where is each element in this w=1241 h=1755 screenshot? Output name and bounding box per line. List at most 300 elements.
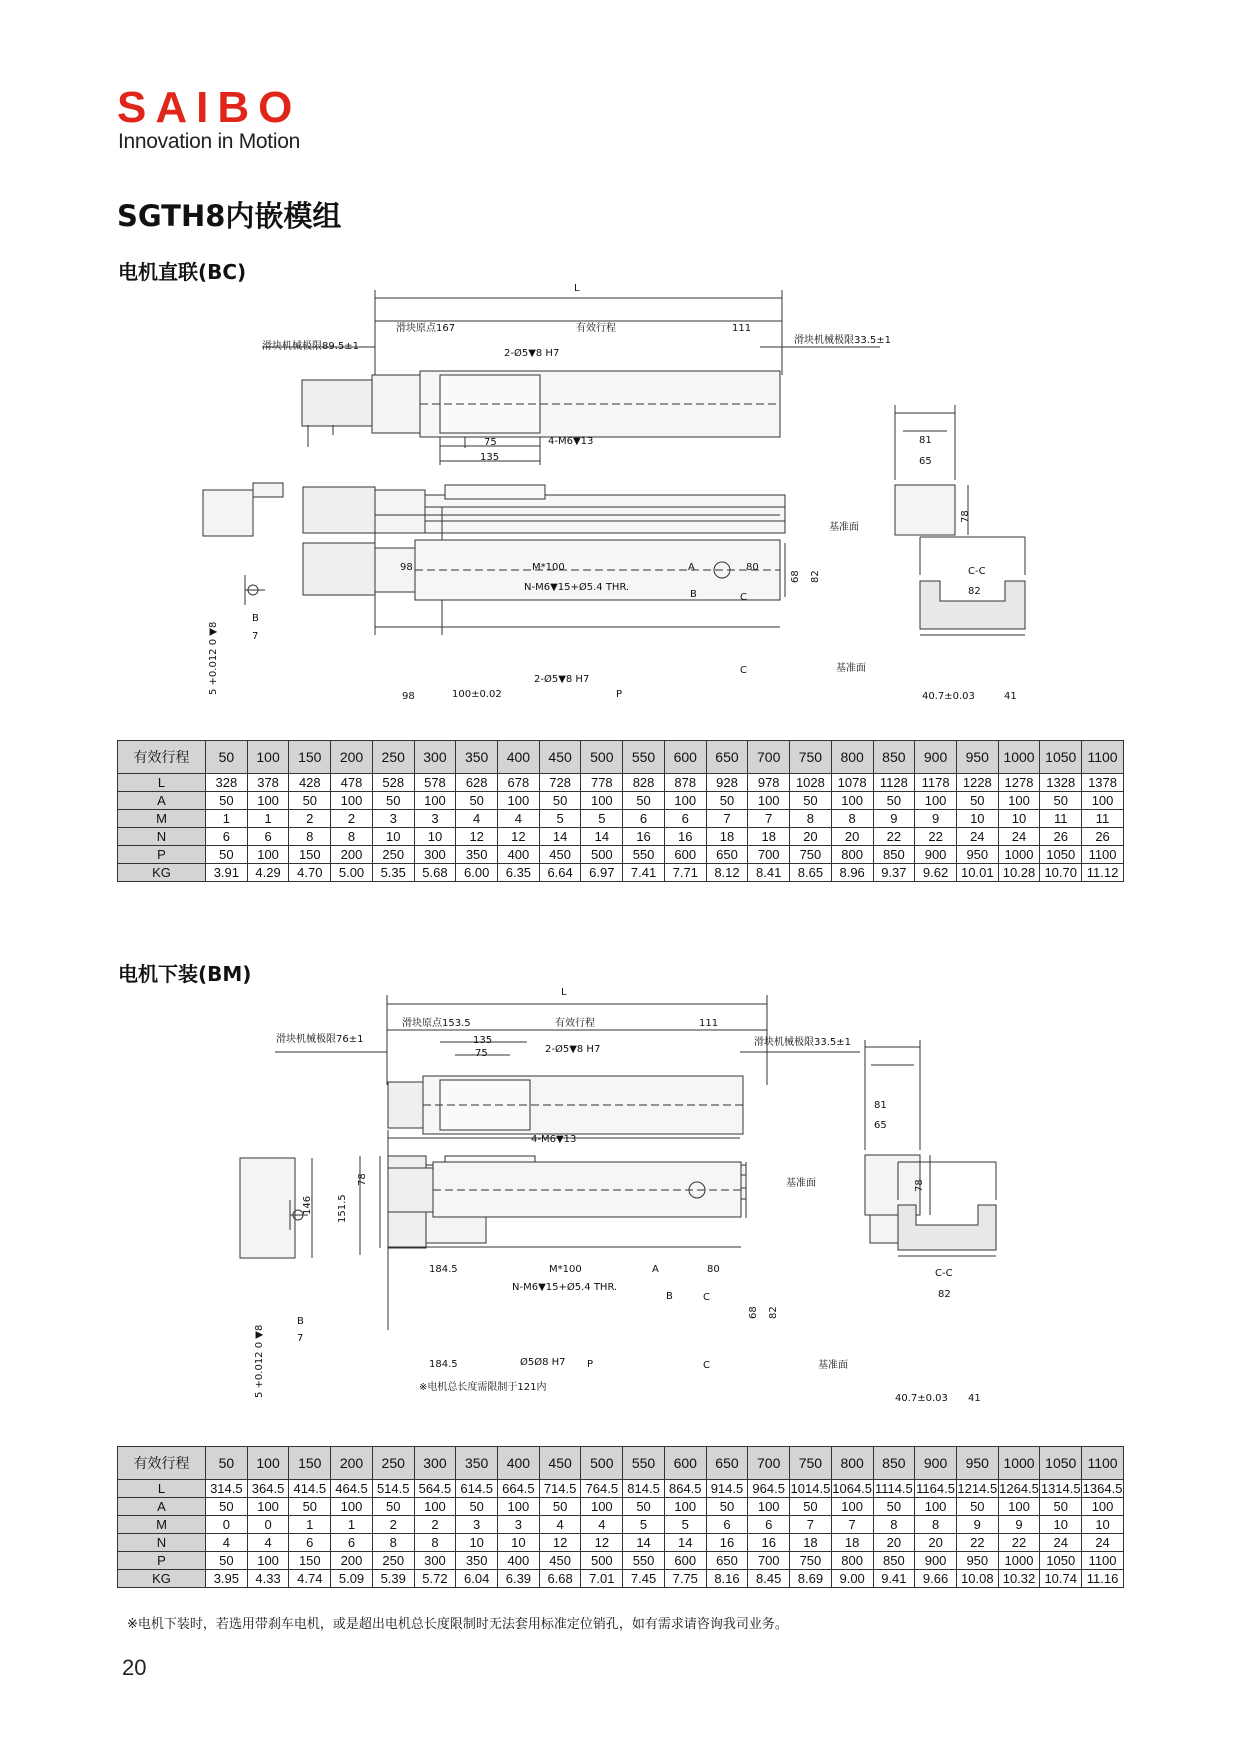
table-cell: 1228 — [956, 774, 998, 792]
table-row-label: KG — [118, 864, 206, 882]
table-cell: 5 — [539, 810, 581, 828]
table-cell: 4 — [247, 1534, 289, 1552]
table-cell: 8 — [414, 1534, 456, 1552]
table-cell: 7.41 — [623, 864, 665, 882]
table-header-cell: 750 — [790, 741, 832, 774]
table-cell: 10 — [498, 1534, 540, 1552]
table-cell: 928 — [706, 774, 748, 792]
table-cell: 26 — [1040, 828, 1082, 846]
table-header-cell: 900 — [915, 741, 957, 774]
table-cell: 4 — [456, 810, 498, 828]
table-cell: 978 — [748, 774, 790, 792]
table-cell: 728 — [539, 774, 581, 792]
table-cell: 8.69 — [790, 1570, 832, 1588]
table-cell: 24 — [956, 828, 998, 846]
table-cell: 764.5 — [581, 1480, 623, 1498]
table-cell: 364.5 — [247, 1480, 289, 1498]
table-header-cell: 450 — [539, 1447, 581, 1480]
table-cell: 100 — [414, 1498, 456, 1516]
bm-label-nm6: N-M6▼15+Ø5.4 THR. — [512, 1282, 618, 1293]
table-cell: 1 — [206, 810, 248, 828]
table-row — [118, 1570, 1124, 1588]
table-cell: 6 — [706, 1516, 748, 1534]
table-cell: 6.04 — [456, 1570, 498, 1588]
table-header-cell: 100 — [247, 741, 289, 774]
table-header-cell: 200 — [331, 741, 373, 774]
table-cell: 400 — [498, 846, 540, 864]
table-cell: 1000 — [998, 846, 1040, 864]
bc-dim-98-bottom: 98 — [402, 691, 415, 702]
table-cell: 10 — [998, 810, 1040, 828]
table-cell: 3 — [372, 810, 414, 828]
brand-tagline: Innovation in Motion — [118, 130, 300, 153]
table-cell: 500 — [581, 846, 623, 864]
table-cell: 9.37 — [873, 864, 915, 882]
table-cell: 9.66 — [915, 1570, 957, 1588]
table-cell: 10.01 — [956, 864, 998, 882]
table-header-cell: 1000 — [998, 1447, 1040, 1480]
table-cell: 1 — [331, 1516, 373, 1534]
table-cell: 450 — [539, 1552, 581, 1570]
table-cell: 1078 — [831, 774, 873, 792]
table-header-cell: 600 — [664, 741, 706, 774]
table-cell: 1064.5 — [832, 1481, 873, 1496]
table-cell: 1050 — [1040, 846, 1082, 864]
table-header-cell: 200 — [331, 1447, 373, 1480]
bm-label-datum-1: 基准面 — [786, 1178, 816, 1189]
table-cell: 2 — [331, 810, 373, 828]
table-cell: 250 — [372, 1552, 414, 1570]
table-header-cell: 300 — [414, 741, 456, 774]
table-row — [118, 1498, 1124, 1516]
table-cell: 10 — [1040, 1516, 1082, 1534]
bc-label-hole-bottom: 2-Ø5▼8 H7 — [534, 674, 590, 685]
table-header-cell: 700 — [748, 1447, 790, 1480]
bm-dim-135: 135 — [473, 1035, 493, 1046]
table-cell: 500 — [581, 1552, 623, 1570]
table-cell: 11.16 — [1082, 1570, 1124, 1588]
table-header-cell: 800 — [831, 1447, 873, 1480]
table-header-cell: 50 — [206, 1447, 248, 1480]
table-header-cell: 1100 — [1082, 1447, 1124, 1480]
table-cell: 950 — [956, 1552, 998, 1570]
table-cell: 50 — [956, 792, 998, 810]
table-cell: 12 — [539, 1534, 581, 1552]
table-cell: 1278 — [998, 774, 1040, 792]
bc-drawing-lines — [0, 285, 1241, 720]
table-cell: 16 — [748, 1534, 790, 1552]
bm-dim-78-side: 78 — [357, 1173, 368, 1186]
table-cell: 750 — [790, 1552, 832, 1570]
table-cell: 16 — [706, 1534, 748, 1552]
table-cell: 464.5 — [331, 1480, 373, 1498]
table-cell: 50 — [289, 1498, 331, 1516]
bc-dim-L: L — [574, 283, 580, 294]
bm-label-datum-2: 基准面 — [818, 1360, 848, 1371]
bc-dim-98-top: 98 — [400, 562, 413, 573]
bc-dim-111: 111 — [732, 323, 752, 334]
page-title: SGTH8内嵌模组 — [117, 199, 342, 233]
table-header-cell: 1000 — [998, 741, 1040, 774]
table-header-cell: 1100 — [1082, 741, 1124, 774]
table-header-cell: 500 — [581, 741, 623, 774]
table-header-cell: 1050 — [1040, 1447, 1082, 1480]
bc-label-B-2: B — [252, 613, 259, 624]
bc-label-limit-left: 滑块机械极限89.5±1 — [262, 341, 360, 352]
table-cell: 50 — [706, 792, 748, 810]
bc-dim-m100: M*100 — [532, 562, 565, 573]
table-cell: 100 — [1082, 1498, 1124, 1516]
table-cell: 100 — [498, 792, 540, 810]
table-cell: 600 — [664, 846, 706, 864]
bc-label-C-1: C — [740, 592, 747, 603]
table-cell: 20 — [790, 828, 832, 846]
table-cell: 100 — [331, 792, 373, 810]
bm-dim-P: P — [587, 1359, 594, 1370]
table-cell: 628 — [456, 774, 498, 792]
bc-label-datum-2: 基准面 — [836, 663, 866, 674]
table-cell: 528 — [372, 774, 414, 792]
table-cell: 20 — [915, 1534, 957, 1552]
table-row — [118, 774, 1124, 792]
bm-dim-78-right: 78 — [914, 1179, 925, 1192]
table-cell: 5 — [664, 1516, 706, 1534]
table-header-cell: 600 — [664, 1447, 706, 1480]
table-header-cell: 800 — [831, 741, 873, 774]
table-cell: 3 — [456, 1516, 498, 1534]
table-cell: 10 — [1082, 1516, 1124, 1534]
table-cell: 878 — [664, 774, 706, 792]
table-cell: 6 — [247, 828, 289, 846]
table-cell: 1128 — [873, 774, 915, 792]
table-cell: 14 — [664, 1534, 706, 1552]
table-row — [118, 828, 1124, 846]
bc-label-nm6: N-M6▼15+Ø5.4 THR. — [524, 582, 630, 593]
table-header-label: 有效行程 — [118, 1447, 206, 1480]
bc-dim-82: 82 — [968, 586, 981, 597]
table-cell: 6 — [748, 1516, 790, 1534]
table-header-cell: 450 — [539, 741, 581, 774]
table-cell: 11.12 — [1082, 864, 1124, 882]
bc-technical-drawing — [0, 285, 1241, 720]
table-cell: 7 — [790, 1516, 832, 1534]
table-cell: 7.01 — [581, 1570, 623, 1588]
table-row — [118, 810, 1124, 828]
table-header-cell: 150 — [289, 741, 331, 774]
table-header-cell: 400 — [498, 741, 540, 774]
table-cell: 2 — [372, 1516, 414, 1534]
table-cell: 8 — [831, 810, 873, 828]
bm-label-hole-top: 2-Ø5▼8 H7 — [545, 1044, 601, 1055]
table-cell: 100 — [664, 1498, 706, 1516]
table-cell: 400 — [498, 1552, 540, 1570]
table-cell: 350 — [456, 846, 498, 864]
table-row — [118, 1516, 1124, 1534]
table-cell: 800 — [831, 846, 873, 864]
table-cell: 9.41 — [873, 1570, 915, 1588]
bc-dim-41: 41 — [1004, 691, 1017, 702]
table-cell: 564.5 — [414, 1480, 456, 1498]
table-header-cell: 250 — [372, 741, 414, 774]
table-cell: 4.29 — [247, 864, 289, 882]
table-cell: 200 — [331, 846, 373, 864]
bm-dim-184-5-bottom: 184.5 — [429, 1359, 458, 1370]
table-cell: 16 — [623, 828, 665, 846]
table-header-cell: 350 — [456, 741, 498, 774]
table-row-label: L — [118, 1480, 206, 1498]
table-cell: 1 — [247, 810, 289, 828]
bc-dim-A: A — [688, 562, 695, 573]
bm-label-m6: 4-M6▼13 — [531, 1134, 577, 1145]
table-cell: 50 — [539, 792, 581, 810]
table-cell: 50 — [456, 1498, 498, 1516]
table-cell: 350 — [456, 1552, 498, 1570]
table-cell: 5.72 — [414, 1570, 456, 1588]
table-cell: 914.5 — [706, 1480, 748, 1498]
table-cell: 5.39 — [372, 1570, 414, 1588]
table-cell: 0 — [247, 1516, 289, 1534]
bc-label-limit-right: 滑块机械极限33.5±1 — [794, 335, 892, 346]
table-cell: 250 — [372, 846, 414, 864]
table-cell: 7.75 — [664, 1570, 706, 1588]
table-cell: 100 — [581, 1498, 623, 1516]
table-cell: 550 — [623, 1552, 665, 1570]
table-cell: 150 — [289, 1552, 331, 1570]
table-cell: 12 — [498, 828, 540, 846]
table-cell: 50 — [206, 792, 248, 810]
table-row — [118, 846, 1124, 864]
table-cell: 18 — [748, 828, 790, 846]
bc-dim-80: 80 — [746, 562, 759, 573]
table-cell: 678 — [498, 774, 540, 792]
bm-dim-82: 82 — [938, 1289, 951, 1300]
table-cell: 50 — [289, 792, 331, 810]
bc-label-cc: C-C — [968, 566, 986, 577]
table-cell: 100 — [915, 792, 957, 810]
table-header-cell: 650 — [706, 741, 748, 774]
bm-dim-tolerance: 5 +0.012 0 ▼8 — [254, 1324, 265, 1398]
table-cell: 100 — [831, 792, 873, 810]
table-header-cell: 50 — [206, 741, 248, 774]
bm-label-slider-origin: 滑块原点153.5 — [402, 1018, 471, 1029]
bm-dim-41: 41 — [968, 1393, 981, 1404]
table-cell: 1114.5 — [874, 1481, 913, 1496]
section-title-bm: 电机下装(BM) — [118, 962, 252, 986]
table-cell: 1100 — [1082, 846, 1124, 864]
table-row — [118, 1552, 1124, 1570]
table-cell: 100 — [915, 1498, 957, 1516]
table-cell: 5 — [623, 1516, 665, 1534]
table-cell: 1314.5 — [1040, 1481, 1081, 1496]
table-cell: 150 — [289, 846, 331, 864]
bm-dim-146: 146 — [302, 1195, 313, 1215]
table-cell: 100 — [748, 792, 790, 810]
table-cell: 9 — [956, 1516, 998, 1534]
bc-label-hole-top: 2-Ø5▼8 H7 — [504, 348, 560, 359]
table-cell: 10 — [456, 1534, 498, 1552]
table-cell: 50 — [873, 792, 915, 810]
bc-dim-82v: 82 — [810, 570, 821, 583]
table-cell: 18 — [790, 1534, 832, 1552]
table-cell: 8 — [372, 1534, 414, 1552]
table-cell: 4 — [581, 1516, 623, 1534]
table-header-cell: 950 — [956, 741, 998, 774]
bm-label-cc: C-C — [935, 1268, 953, 1279]
table-cell: 1178 — [915, 774, 957, 792]
bm-dim-82v: 82 — [768, 1306, 779, 1319]
table-cell: 578 — [414, 774, 456, 792]
table-cell: 26 — [1082, 828, 1124, 846]
table-cell: 4.33 — [247, 1570, 289, 1588]
table-cell: 8 — [331, 828, 373, 846]
table-cell: 6.68 — [539, 1570, 581, 1588]
table-cell: 864.5 — [664, 1480, 706, 1498]
table-cell: 314.5 — [206, 1480, 248, 1498]
bc-dim-7: 7 — [252, 631, 259, 642]
table-row — [118, 1534, 1124, 1552]
table-cell: 1214.5 — [957, 1481, 998, 1496]
table-cell: 7.45 — [623, 1570, 665, 1588]
table-cell: 10 — [372, 828, 414, 846]
table-cell: 50 — [206, 1552, 248, 1570]
bc-spec-table-body — [118, 741, 1124, 882]
bm-dim-7: 7 — [297, 1333, 304, 1344]
bc-label-m6: 4-M6▼13 — [548, 436, 594, 447]
bm-dim-A: A — [652, 1264, 659, 1275]
table-cell: 900 — [915, 1552, 957, 1570]
table-row-label: M — [118, 810, 206, 828]
bm-dim-40-7: 40.7±0.03 — [895, 1393, 948, 1404]
table-header-cell: 950 — [956, 1447, 998, 1480]
table-cell: 50 — [873, 1498, 915, 1516]
table-row — [118, 792, 1124, 810]
table-cell: 3 — [498, 1516, 540, 1534]
table-cell: 814.5 — [623, 1480, 665, 1498]
bc-label-datum-1: 基准面 — [829, 522, 859, 533]
table-cell: 514.5 — [372, 1480, 414, 1498]
table-cell: 1 — [289, 1516, 331, 1534]
table-cell: 10.74 — [1040, 1570, 1082, 1588]
table-cell: 100 — [664, 792, 706, 810]
table-cell: 900 — [915, 846, 957, 864]
table-cell: 7 — [831, 1516, 873, 1534]
table-cell: 10 — [414, 828, 456, 846]
table-cell: 100 — [998, 792, 1040, 810]
table-header-cell: 900 — [915, 1447, 957, 1480]
table-cell: 10 — [956, 810, 998, 828]
table-header-cell: 550 — [623, 1447, 665, 1480]
table-cell: 2 — [289, 810, 331, 828]
table-cell: 50 — [623, 792, 665, 810]
table-cell: 1328 — [1040, 774, 1082, 792]
bm-dim-80: 80 — [707, 1264, 720, 1275]
bm-label-effective-stroke: 有效行程 — [555, 1018, 595, 1029]
bc-dim-p100: 100±0.02 — [452, 689, 502, 700]
table-row-label: L — [118, 774, 206, 792]
table-cell: 50 — [706, 1498, 748, 1516]
table-cell: 700 — [748, 846, 790, 864]
table-cell: 50 — [790, 1498, 832, 1516]
table-cell: 714.5 — [539, 1480, 581, 1498]
table-cell: 8 — [873, 1516, 915, 1534]
table-cell: 10.70 — [1040, 864, 1082, 882]
table-cell: 10.28 — [998, 864, 1040, 882]
table-cell: 50 — [790, 792, 832, 810]
table-cell: 7.71 — [664, 864, 706, 882]
table-cell: 18 — [706, 828, 748, 846]
table-cell: 200 — [331, 1552, 373, 1570]
table-cell: 4 — [539, 1516, 581, 1534]
table-cell: 100 — [247, 1552, 289, 1570]
table-cell: 11 — [1040, 810, 1082, 828]
table-row-label: P — [118, 846, 206, 864]
table-cell: 1050 — [1040, 1552, 1082, 1570]
table-cell: 950 — [956, 846, 998, 864]
bc-label-slider-origin: 滑块原点167 — [396, 323, 456, 334]
table-cell: 5.35 — [372, 864, 414, 882]
bm-label-limit-right: 滑块机械极限33.5±1 — [754, 1037, 852, 1048]
table-cell: 50 — [1040, 792, 1082, 810]
table-cell: 24 — [1040, 1534, 1082, 1552]
table-cell: 6 — [664, 810, 706, 828]
table-cell: 428 — [289, 774, 331, 792]
table-cell: 20 — [873, 1534, 915, 1552]
table-cell: 4.74 — [289, 1570, 331, 1588]
bc-dim-68: 68 — [790, 570, 801, 583]
table-cell: 850 — [873, 1552, 915, 1570]
table-cell: 9.00 — [831, 1570, 873, 1588]
table-header-row — [118, 741, 1124, 774]
table-cell: 300 — [414, 1552, 456, 1570]
table-cell: 5.00 — [331, 864, 373, 882]
bc-dim-65: 65 — [919, 456, 932, 467]
table-cell: 22 — [915, 828, 957, 846]
table-cell: 9.62 — [915, 864, 957, 882]
table-cell: 100 — [1082, 792, 1124, 810]
table-cell: 450 — [539, 846, 581, 864]
table-cell: 6 — [289, 1534, 331, 1552]
bm-dim-L: L — [561, 987, 567, 998]
table-cell: 6 — [331, 1534, 373, 1552]
table-row-label: KG — [118, 1570, 206, 1588]
table-cell: 100 — [247, 1498, 289, 1516]
table-cell: 6.35 — [498, 864, 540, 882]
table-cell: 700 — [748, 1552, 790, 1570]
bm-dim-68: 68 — [748, 1306, 759, 1319]
table-header-cell: 850 — [873, 1447, 915, 1480]
table-cell: 100 — [331, 1498, 373, 1516]
bm-dim-m100: M*100 — [549, 1264, 582, 1275]
page-number: 20 — [122, 1655, 147, 1680]
bc-dim-P: P — [616, 689, 623, 700]
table-cell: 8 — [915, 1516, 957, 1534]
table-cell: 100 — [247, 846, 289, 864]
table-cell: 9 — [873, 810, 915, 828]
bm-spec-table-body — [118, 1447, 1124, 1588]
table-cell: 828 — [623, 774, 665, 792]
bm-label-C-1: C — [703, 1292, 710, 1303]
bm-label-B-1: B — [666, 1291, 673, 1302]
table-cell: 14 — [581, 828, 623, 846]
table-cell: 7 — [706, 810, 748, 828]
table-cell: 3 — [414, 810, 456, 828]
table-cell: 614.5 — [456, 1480, 498, 1498]
bc-label-C-2: C — [740, 665, 747, 676]
table-cell: 8.16 — [706, 1570, 748, 1588]
table-cell: 50 — [956, 1498, 998, 1516]
table-header-cell: 400 — [498, 1447, 540, 1480]
table-cell: 778 — [581, 774, 623, 792]
